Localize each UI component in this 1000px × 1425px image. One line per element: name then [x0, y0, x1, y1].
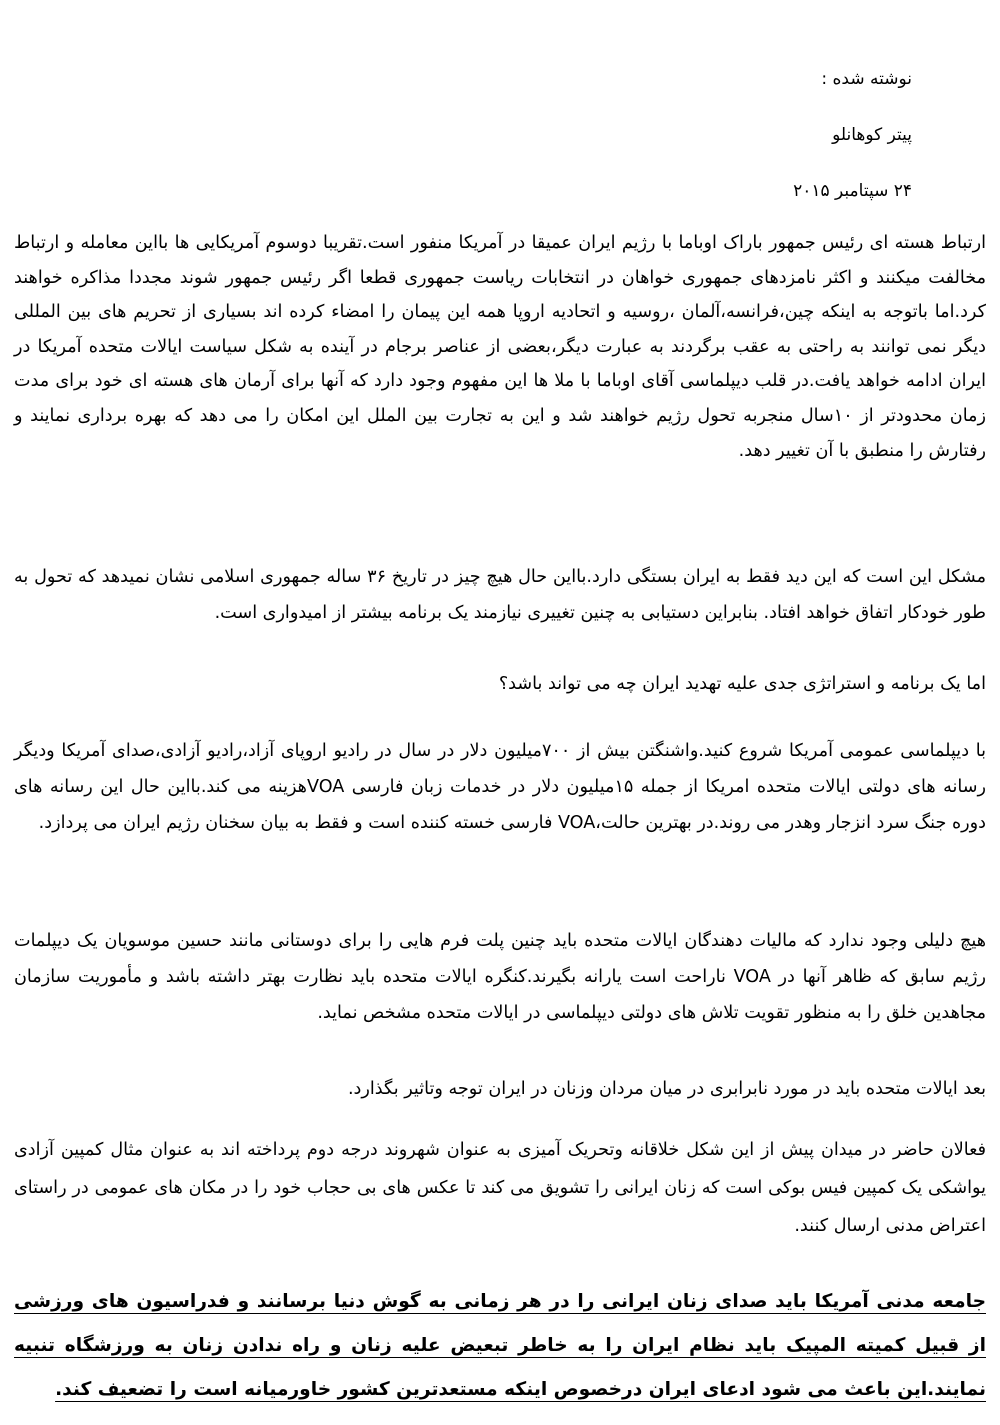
document-header — [612, 62, 912, 230]
paragraph-activists: فعالان حاضر در میدان پیش از این شکل خلاقانه وتحریک آمیزی به عنوان شهروند درجه دوم پرداخته اند به عنوان مثال کمپین آزادی یواشکی یک کمپین فیس بوکی است که زنان ایرانی را تشویق می کند تا عکس های بی حجاب خود را در مکان های عمومی در راستای اعتراض مدنی ارسال کنند. — [14, 1140, 986, 1236]
author-name: پیتر کوهانلو — [832, 125, 912, 145]
paragraph-problem: مشکل این است که این دید فقط به ایران بستگی دارد.بااین حال هیچ چیز در تاریخ ۳۶ ساله جمهوری اسلامی نشان نمیدهد که تحول به طور خودکار اتفاق خواهد افتاد. بنابراین دستیابی به چنین تغییری نیازمند یک برنامه بیشتر از امیدواری است. — [14, 567, 986, 623]
paragraph-strategy-question: اما یک برنامه و استراتژی جدی علیه تهدید ایران چه می تواند باشد؟ — [498, 674, 986, 694]
paragraph-gender-inequality: بعد ایالات متحده باید در مورد نابرابری در میان مردان وزنان در ایران توجه وتاثیر بگذارد. — [347, 1079, 986, 1099]
paragraph-nuclear-deal: ارتباط هسته ای رئیس جمهور باراک اوباما با رژیم ایران عمیقا در آمریکا منفور است.تقریبا دوسوم آمریکایی ها بااین معامله و ارتباط مخالفت میکنند و اکثر نامزدهای جمهوری خواهان در انتخابات ریاست جمهوری قطعا اگر رئیس جمهور شوند مجددا مذاکره خواهند کرد.اما باتوجه به اینکه چین،فرانسه،آلمان ،روسیه و اتحادیه اروپا همه این پیمان را امضاء کرده اند بسیاری از تحریم های بین المللی دیگر نمی توانند به راحتی به عقب برگردند به عبارت دیگر،بعضی از عناصر برجام در آینده به شکل سیاست ایالات متحده آمریکا در ایران ادامه خواهد یافت.در قلب دیپلماسی آقای اوباما با ملا ها این مفهوم وجود دارد که آنها برای آرمان های هسته ای خود برای مدت زمان محدودتر از ۱۰سال منجربه تحول رژیم خواهند شد و این به تجارت بین الملل این امکان را می دهد که بهره برداری نمایند و رفتارش را منطبق با آن تغییر دهد. — [14, 233, 986, 461]
paragraph-public-diplomacy: با دیپلماسی عمومی آمریکا شروع کنید.واشنگتن بیش از ۷۰۰میلیون دلار در سال در رادیو اروپای آزاد،رادیو آزادی،صدای آمریکا ودیگر رسانه های دولتی ایالات متحده امریکا از جمله ۱۵میلیون دلار در خدمات زبان فارسی VOAهزینه می کند.بااین حال این رسانه های دوره جنگ سرد انزجار وهدر می روند.در بهترین حالت،VOA فارسی خسته کننده است و فقط به بیان سخنان رژیم ایران می پردازد. — [14, 741, 987, 833]
publication-date: ۲۴ سپتامبر ۲۰۱۵ — [793, 181, 912, 201]
paragraph-taxpayers: هیچ دلیلی وجود ندارد که مالیات دهندگان ایالات متحده باید چنین پلت فرم هایی را برای دوستانی مانند حسین موسویان یک دیپلمات رژیم سابق که ظاهر آنها در VOA ناراحت است یارانه بگیرند.کنگره ایالات متحده باید نظارت بهتر داشته باشد و مأموریت سازمان مجاهدین خلق را به منظور تقویت تلاش های دولتی دیپلماسی در ایالات متحده مشخص نماید. — [14, 931, 986, 1023]
paragraph-civil-society-emphasis: جامعه مدنی آمریکا باید صدای زنان ایرانی را در هر زمانی به گوش دنیا برسانند و فدراسیون های ورزشی از قبیل کمیته المپیک باید نظام ایران را به خاطر تبعیض علیه زنان و راه ندادن زنان به ورزشگاه تنبیه نمایند.این باعث می شود ادعای ایران درخصوص اینکه مستعدترین کشور خاورمیانه است را تضعیف کند. — [14, 1291, 986, 1400]
written-by-label: نوشته شده : — [821, 69, 912, 89]
